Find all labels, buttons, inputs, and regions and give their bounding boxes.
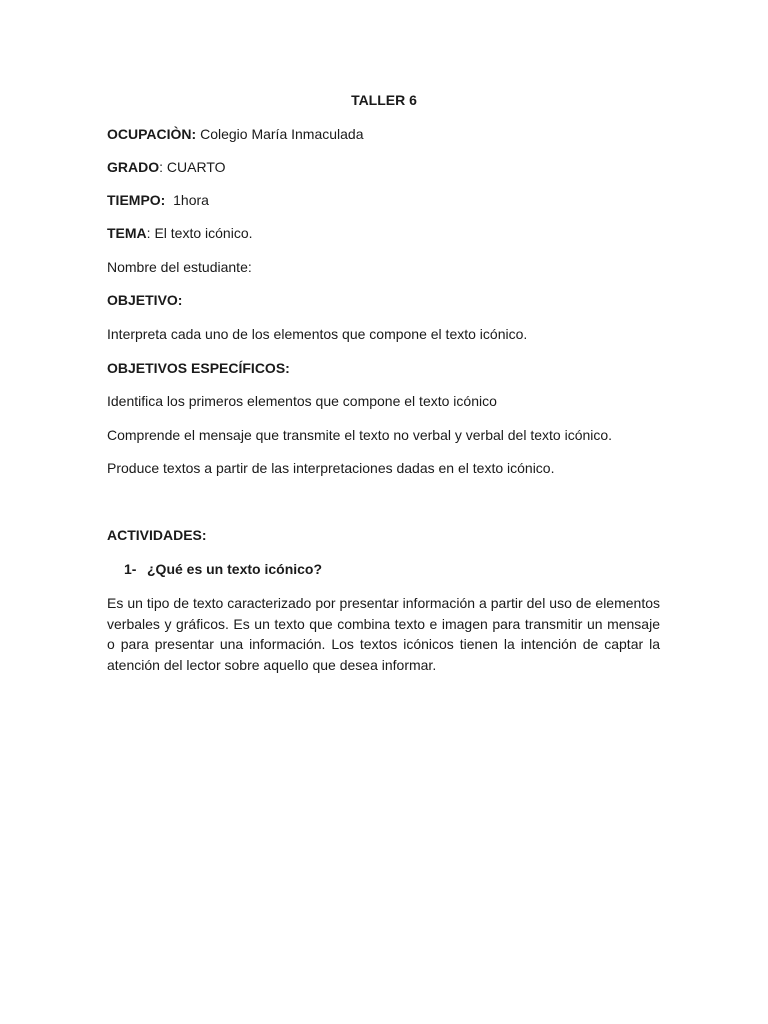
document-title: TALLER 6 — [351, 92, 417, 108]
especificos-heading: OBJETIVOS ESPECÍFICOS: — [107, 360, 290, 376]
actividades-heading: ACTIVIDADES: — [107, 527, 207, 543]
especifico-item-3: Produce textos a partir de las interpretaciones dadas en el texto icónico. — [107, 460, 555, 476]
tiempo-value: 1hora — [165, 192, 209, 208]
question-text: ¿Qué es un texto icónico? — [147, 561, 323, 577]
grado-label: GRADO — [107, 159, 160, 175]
tiempo-label: TIEMPO: — [107, 192, 166, 208]
answer-paragraph: Es un tipo de texto caracterizado por presentar información a partir del uso de elementos verbales y gráficos. Es un texto que combina texto e imagen para transmitir un mensaje o para presentar una información. Los textos icónicos tienen la intención de captar la atención del lector sobre aquello que desea informar. — [107, 595, 660, 673]
especifico-item-2: Comprende el mensaje que transmite el texto no verbal y verbal del texto icónico. — [107, 427, 613, 443]
grado-line — [107, 158, 226, 176]
ocupacion-line — [107, 125, 364, 143]
student-name-line: Nombre del estudiante: — [107, 259, 252, 275]
tema-value: : El texto icónico. — [146, 225, 253, 241]
objetivo-heading: OBJETIVO: — [107, 292, 183, 308]
tema-label: TEMA — [107, 225, 147, 241]
tema-line — [107, 224, 253, 242]
tiempo-line — [107, 191, 209, 209]
question-number: 1- — [124, 561, 137, 577]
ocupacion-label: OCUPACIÒN: — [107, 126, 197, 142]
ocupacion-value: Colegio María Inmaculada — [196, 126, 364, 142]
question-1 — [124, 560, 322, 578]
especifico-item-1: Identifica los primeros elementos que compone el texto icónico — [107, 393, 497, 409]
grado-value: : CUARTO — [159, 159, 226, 175]
objetivo-text: Interpreta cada uno de los elementos que compone el texto icónico. — [107, 326, 528, 342]
